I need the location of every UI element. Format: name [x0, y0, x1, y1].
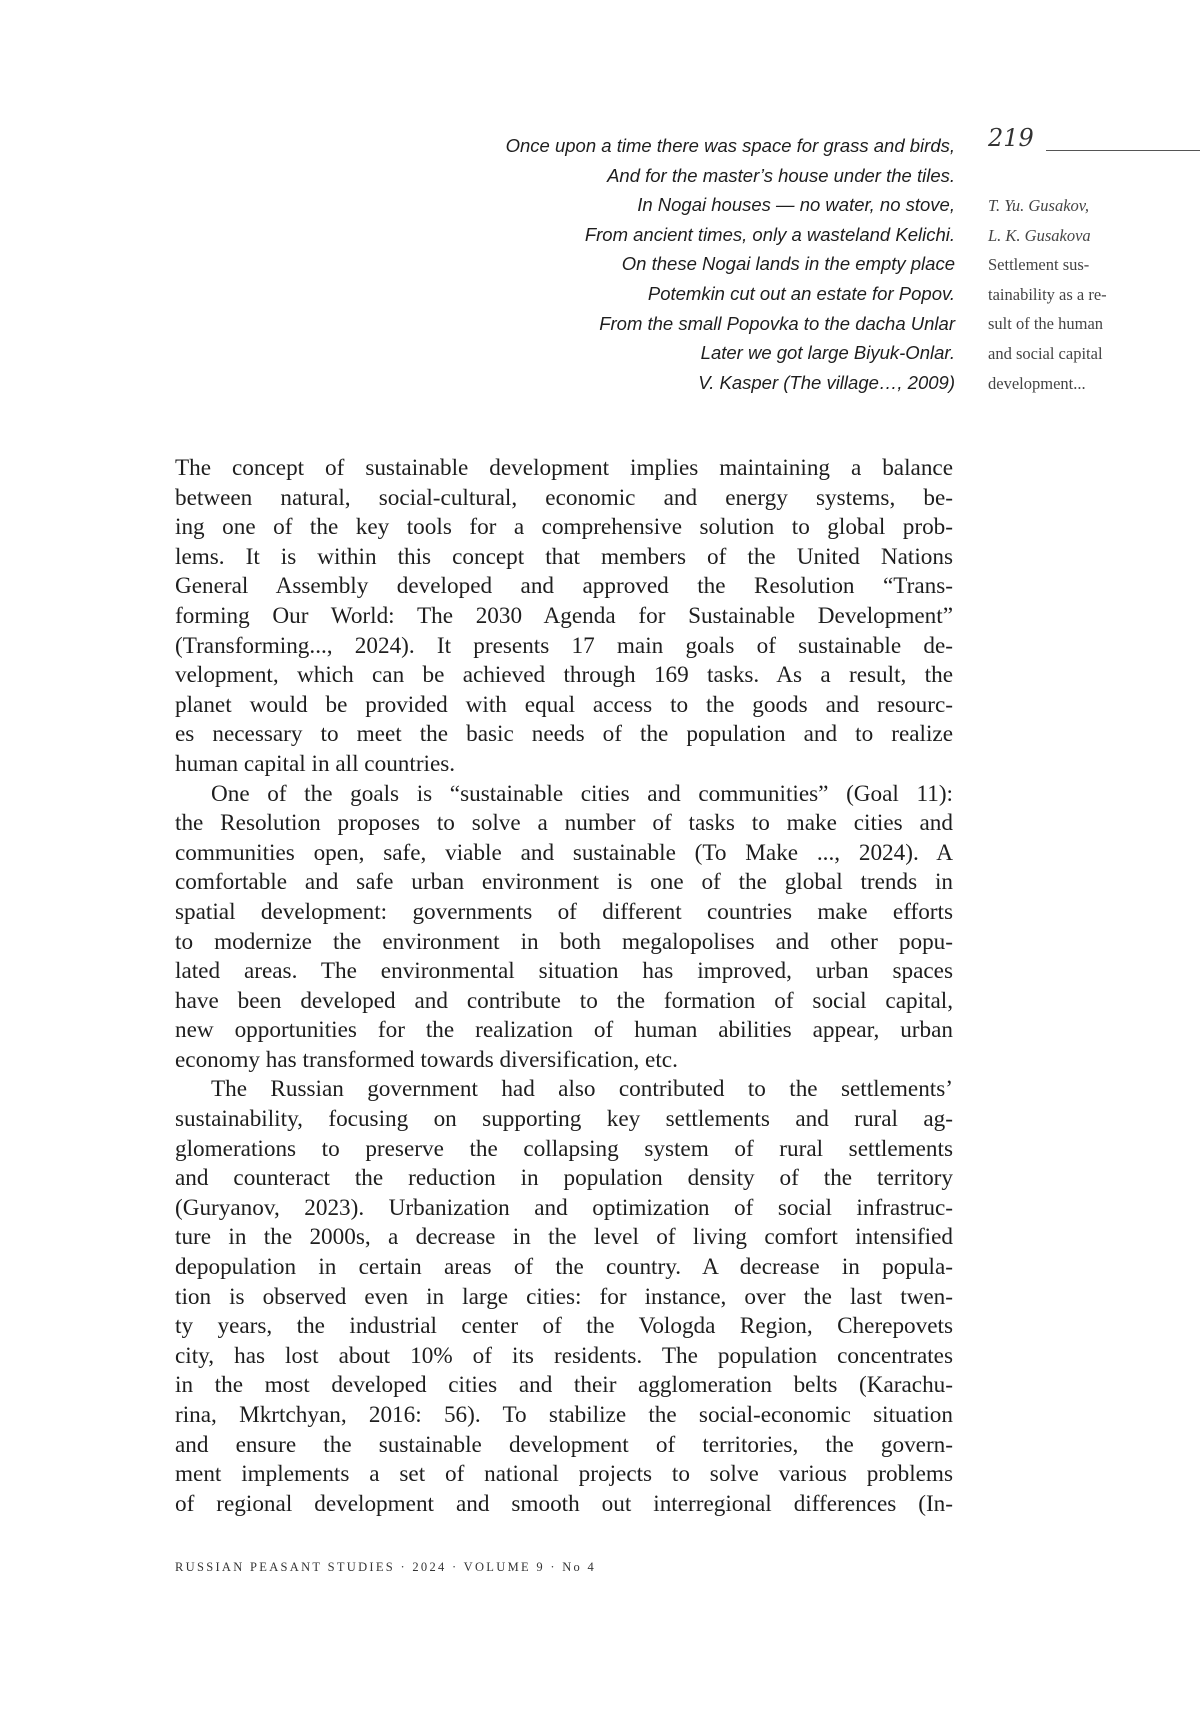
epigraph-line: In Nogai houses — no water, no stove, — [637, 194, 955, 216]
epigraph-line: Later we got large Biyuk-Onlar. — [700, 342, 955, 364]
epigraph-line: From the small Popovka to the dacha Unlar — [599, 312, 955, 334]
text-line: ty years, the industrial center of the Vologda Region, Cherepovets — [175, 1313, 953, 1340]
text-line: ing one of the key tools for a comprehensive solution to global prob- — [175, 514, 953, 541]
text-line: sustainability, focusing on supporting key settlements and rural ag- — [175, 1106, 953, 1133]
sidenote-title-line: and social capital — [988, 343, 1103, 363]
text-line: General Assembly developed and approved the Resolution “Trans- — [175, 573, 953, 600]
text-line: lems. It is within this concept that members of the United Nations — [175, 543, 953, 570]
text-line: forming Our World: The 2030 Agenda for Sustainable Development” — [175, 602, 953, 629]
text-line: have been developed and contribute to the formation of social capital, — [175, 987, 953, 1014]
running-sidenote — [988, 191, 1188, 398]
text-line: spatial development: governments of different countries make efforts — [175, 898, 953, 925]
text-line: The concept of sustainable development implies maintaining a balance — [175, 455, 953, 481]
text-line: lated areas. The environmental situation has improved, urban spaces — [175, 958, 953, 985]
text-line: and counteract the reduction in population density of the territory — [175, 1165, 953, 1192]
text-line: between natural, social-cultural, economic and energy systems, be- — [175, 484, 953, 511]
article-body — [175, 454, 953, 1519]
text-line: and ensure the sustainable development of territories, the govern- — [175, 1431, 953, 1458]
epigraph — [400, 131, 955, 397]
text-line: economy has transformed towards diversification, etc. — [175, 1046, 678, 1073]
text-line: planet would be provided with equal access to the goods and resourc- — [175, 691, 953, 718]
sidenote-author: T. Yu. Gusakov, — [988, 196, 1089, 215]
text-line: One of the goals is “sustainable cities and communities” (Goal 11): — [211, 780, 953, 807]
text-line: comfortable and safe urban environment is one of the global trends in — [175, 869, 953, 896]
epigraph-line: Once upon a time there was space for grass and birds, — [505, 135, 955, 156]
journal-footer: RUSSIAN PEASANT STUDIES · 2024 · VOLUME 9 · No 4 — [175, 1560, 597, 1574]
text-line: es necessary to meet the basic needs of the population and to realize — [175, 721, 953, 748]
text-line: human capital in all countries. — [175, 750, 456, 777]
text-line: The Russian government had also contributed to the settlements’ — [211, 1076, 953, 1103]
text-line: glomerations to preserve the collapsing system of rural settlements — [175, 1135, 953, 1162]
paragraph-3 — [175, 1075, 953, 1519]
text-line: (Transforming..., 2024). It presents 17 main goals of sustainable de- — [175, 632, 953, 659]
sidenote-title-line: development... — [988, 373, 1086, 393]
text-line: of regional development and smooth out interregional differences (In- — [175, 1490, 953, 1517]
paragraph-2 — [175, 780, 953, 1076]
text-line: rina, Mkrtchyan, 2016: 56). To stabilize the social-economic situation — [175, 1402, 953, 1428]
epigraph-line: And for the master’s house under the tiles. — [607, 164, 955, 186]
epigraph-line: On these Nogai lands in the empty place — [621, 253, 955, 275]
epigraph-line: From ancient times, only a wasteland Kelichi. — [584, 223, 955, 245]
page-number: 219 — [988, 124, 1034, 152]
sidenote-title-line: sult of the human — [988, 314, 1104, 334]
text-line: city, has lost about 10% of its residents. The population concentrates — [175, 1342, 953, 1369]
text-line: communities open, safe, viable and sustainable (To Make ..., 2024). A — [175, 839, 953, 866]
text-line: velopment, which can be achieved through 169 tasks. As a result, the — [175, 662, 953, 689]
header-rule — [1046, 150, 1200, 151]
text-line: new opportunities for the realization of human abilities appear, urban — [175, 1017, 953, 1044]
text-line: depopulation in certain areas of the country. A decrease in popula- — [175, 1254, 953, 1281]
text-line: in the most developed cities and their agglomeration belts (Karachu- — [175, 1372, 953, 1399]
text-line: ment implements a set of national projects to solve various problems — [175, 1461, 953, 1488]
paragraph-1 — [175, 454, 953, 780]
sidenote-title-line: Settlement sus- — [988, 255, 1090, 275]
sidenote-title-line: tainability as a re- — [988, 284, 1107, 304]
text-line: (Guryanov, 2023). Urbanization and optimization of social infrastruc- — [175, 1194, 953, 1221]
text-line: tion is observed even in large cities: for instance, over the last twen- — [175, 1283, 953, 1310]
epigraph-line: Potemkin cut out an estate for Popov. — [647, 282, 955, 304]
text-line: the Resolution proposes to solve a number of tasks to make cities and — [175, 810, 953, 837]
sidenote-author: L. K. Gusakova — [988, 225, 1091, 245]
text-line: ture in the 2000s, a decrease in the level of living comfort intensified — [175, 1224, 953, 1251]
epigraph-attribution: V. Kasper (The village…, 2009) — [698, 371, 955, 393]
text-line: to modernize the environment in both megalopolises and other popu- — [175, 928, 953, 955]
